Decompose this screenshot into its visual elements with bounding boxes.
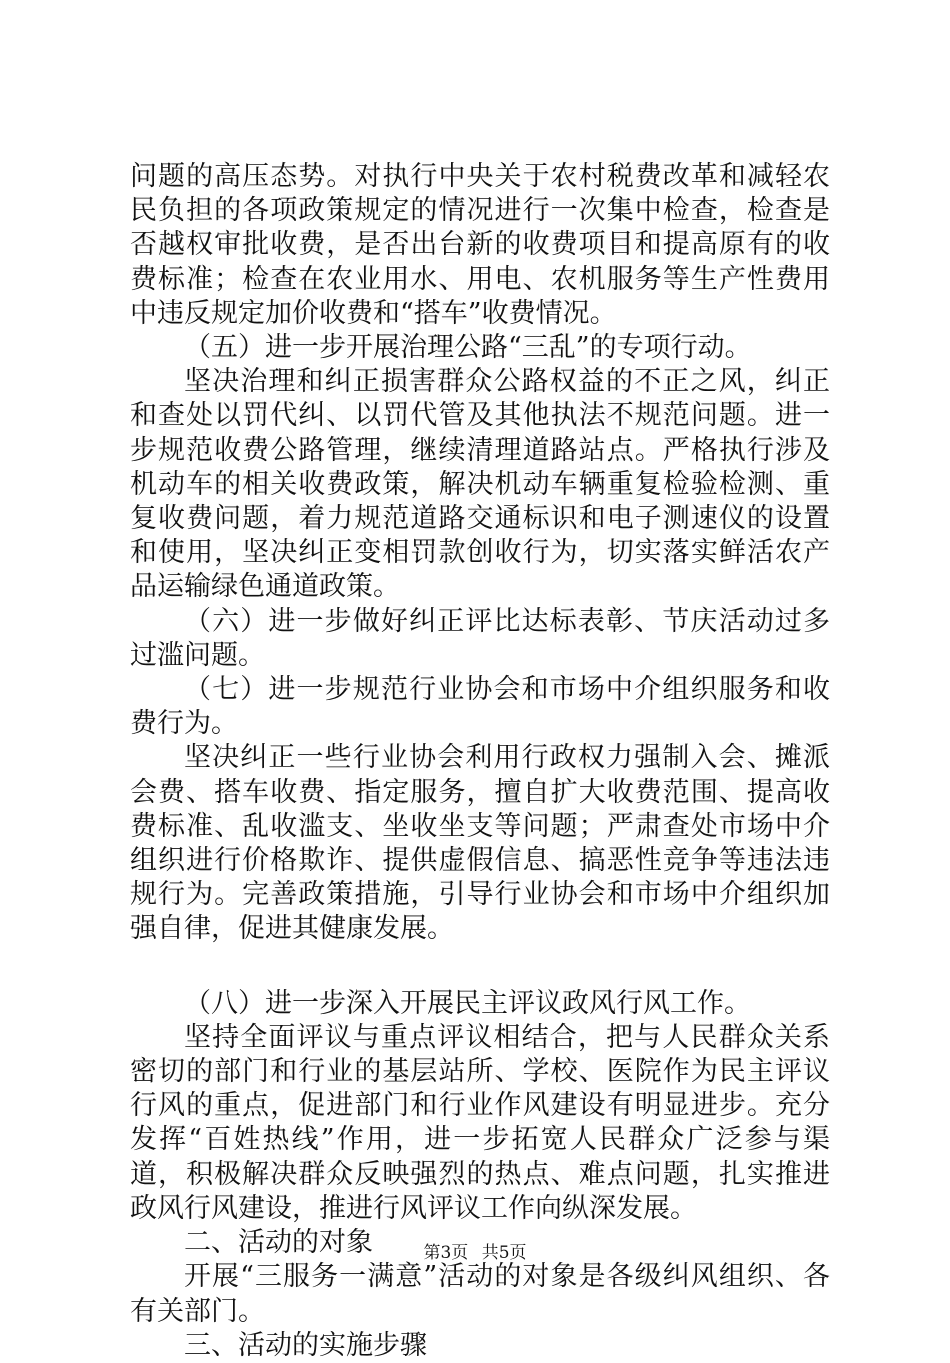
page-footer <box>0 1238 950 1263</box>
heading-item-6: （六）进一步做好纠正评比达标表彰、节庆活动过多过滥问题。 <box>130 605 830 671</box>
section-heading-steps: 三、活动的实施步骤 <box>184 1329 427 1361</box>
section-heading-targets: 二、活动的对象 <box>184 1227 373 1259</box>
paragraph-targets: 开展“三服务一满意”活动的对象是各级纠风组织、各有关部门。 <box>130 1261 830 1327</box>
page-total: 共5页 <box>481 1243 527 1263</box>
paragraph-continuation: 问题的高压态势。对执行中央关于农村税费改革和减轻农民负担的各项政策规定的情况进行一次集中检查，检查是否越权审批收费，是否出台新的收费项目和提高原有的收费标准；检查在农业用水、用电、农机服务等生产性费用中违反规定加价收费和“搭车”收费情况。 <box>130 161 830 329</box>
paragraph-item-8: 坚持全面评议与重点评议相结合，把与人民群众关系密切的部门和行业的基层站所、学校、医院作为民主评议行风的重点，促进部门和行业作风建设有明显进步。充分发挥“百姓热线”作用，进一步拓宽人民群众广泛参与渠道，积极解决群众反映强烈的热点、难点问题，扎实推进政风行风建设，推进行风评议工作向纵深发展。 <box>130 1021 830 1224</box>
heading-item-5: （五）进一步开展治理公路“三乱”的专项行动。 <box>184 332 752 364</box>
page-number: 第3页 <box>423 1243 469 1263</box>
heading-item-7: （七）进一步规范行业协会和市场中介组织服务和收费行为。 <box>130 674 830 740</box>
paragraph-gap <box>130 947 830 987</box>
paragraph-item-5: 坚决治理和纠正损害群众公路权益的不正之风，纠正和查处以罚代纠、以罚代管及其他执法不规范问题。进一步规范收费公路管理，继续清理道路站点。严格执行涉及机动车的相关收费政策，解决机动车辆重复检验检测、重复收费问题，着力规范道路交通标识和电子测速仪的设置和使用，坚决纠正变相罚款创收行为，切实落实鲜活农产品运输绿色通道政策。 <box>130 366 830 603</box>
heading-item-8: （八）进一步深入开展民主评议政风行风工作。 <box>184 987 751 1019</box>
paragraph-item-7: 坚决纠正一些行业协会利用行政权力强制入会、摊派会费、搭车收费、指定服务，擅自扩大收费范围、提高收费标准、乱收滥支、坐收坐支等问题；严肃查处市场中介组织进行价格欺诈、提供虚假信息、搞恶性竞争等违法违规行为。完善政策措施，引导行业协会和市场中介组织加强自律，促进其健康发展。 <box>130 742 830 945</box>
document-body <box>130 160 830 1363</box>
